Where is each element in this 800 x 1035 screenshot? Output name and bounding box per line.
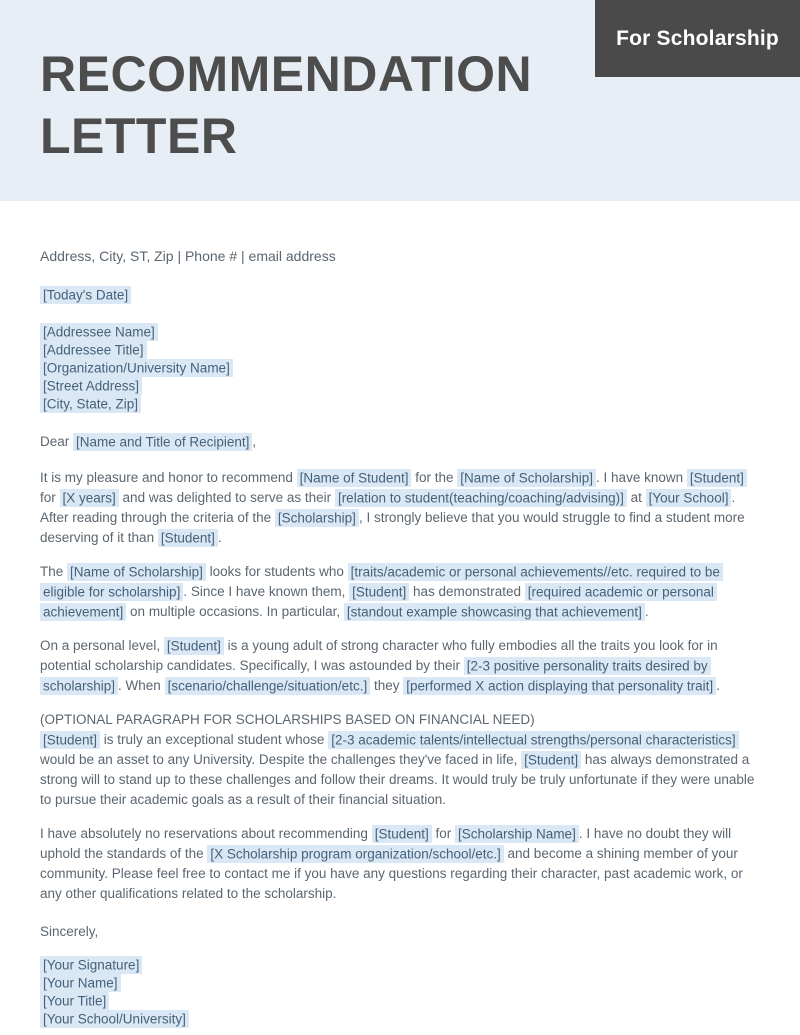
letter-text: and was delighted to serve as their — [118, 490, 335, 505]
placeholder-field[interactable]: [scenario/challenge/situation/etc.] — [165, 677, 371, 695]
placeholder-field[interactable]: [Name of Scholarship] — [67, 563, 206, 581]
letter-text: , I strongly believe that you would struggle to find a student more deserving of it than — [40, 510, 745, 545]
letter-text: for the — [411, 470, 458, 485]
letter-text: . I have no doubt they will uphold the standards of the — [40, 826, 732, 861]
letter-text: , — [252, 434, 257, 449]
optional-paragraph-body — [40, 731, 754, 808]
letter-text: at — [626, 490, 646, 505]
letter-text: . — [217, 530, 222, 545]
letter-text: . After reading through the criteria of the — [40, 490, 736, 525]
badge-label: For Scholarship — [616, 26, 779, 50]
letter-text: . When — [118, 678, 165, 693]
placeholder-field[interactable]: [Your Name] — [40, 974, 121, 992]
paragraph-introduction — [40, 468, 760, 548]
letter-text: On a personal level, — [40, 638, 164, 653]
placeholder-field[interactable]: [2-3 positive personality traits desired by scholarship] — [40, 657, 711, 695]
list-item — [40, 359, 760, 377]
letter-text: Dear — [40, 434, 74, 449]
placeholder-field[interactable]: [Scholarship Name] — [455, 825, 579, 843]
list-item — [40, 956, 760, 974]
letter-text: would be an asset to any University. Despite the challenges they've faced in life, — [40, 752, 522, 767]
placeholder-field[interactable]: [X years] — [60, 489, 119, 507]
closing-line: Sincerely, — [40, 924, 99, 939]
letter-text: for — [431, 826, 456, 841]
list-item — [40, 1010, 760, 1028]
letter-text: and become a shining member of your community. Please feel free to contact me if you have any questions regarding their character, past academic work, or any other qualifications related to the scholarship. — [40, 846, 743, 901]
salutation-line — [40, 432, 760, 452]
placeholder-field[interactable]: [relation to student(teaching/coaching/advising)] — [335, 489, 627, 507]
list-item — [40, 377, 760, 395]
addressee-block — [40, 323, 760, 413]
title-line-1: RECOMMENDATION — [40, 46, 533, 102]
placeholder-field[interactable]: [Name of Student] — [297, 469, 412, 487]
placeholder-field[interactable]: [2-3 academic talents/intellectual strengths/personal characteristics] — [328, 731, 738, 749]
scholarship-badge — [595, 0, 800, 77]
letter-text: is a young adult of strong character who fully embodies all the traits you look for in potential scholarship candidates. Specifically, I was astounded by their — [40, 638, 718, 673]
placeholder-field[interactable]: [Student] — [521, 751, 581, 769]
list-item — [40, 341, 760, 359]
letter-text: It is my pleasure and honor to recommend — [40, 470, 297, 485]
letter-text: for — [40, 490, 60, 505]
placeholder-field[interactable]: [Your School] — [646, 489, 732, 507]
placeholder-field[interactable]: [Street Address] — [40, 377, 142, 395]
list-item — [40, 992, 760, 1010]
letter-text: . I have known — [596, 470, 687, 485]
placeholder-field[interactable]: [X Scholarship program organization/school/etc.] — [207, 845, 503, 863]
placeholder-field[interactable]: [Student] — [164, 637, 224, 655]
letter-text: I have absolutely no reservations about recommending — [40, 826, 372, 841]
list-item — [40, 974, 760, 992]
letter-text: they — [370, 678, 404, 693]
paragraph-personal-character — [40, 636, 760, 696]
placeholder-field[interactable]: [Your Signature] — [40, 956, 142, 974]
letter-text: looks for students who — [205, 564, 348, 579]
placeholder-field[interactable]: [Student] — [349, 583, 409, 601]
signature-block — [40, 956, 760, 1028]
placeholder-field[interactable]: [Organization/University Name] — [40, 359, 233, 377]
placeholder-field[interactable]: [Student] — [372, 825, 432, 843]
letter-text: has always demonstrated a strong will to stand up to these challenges and follow their dreams. It would truly be truly unfortunate if they were unable to pursue their academic goals as a result of their financial situation. — [40, 752, 755, 807]
letter-text: on multiple occasions. In particular, — [126, 604, 344, 619]
placeholder-field[interactable]: [City, State, Zip] — [40, 395, 141, 413]
letter-body — [0, 201, 800, 1028]
letter-text: . Since I have known them, — [183, 584, 350, 599]
list-item — [40, 395, 760, 413]
placeholder-field[interactable]: [traits/academic or personal achievements//etc. required to be eligible for scholarship] — [40, 563, 723, 601]
placeholder-field[interactable]: [Today's Date] — [40, 286, 131, 304]
placeholder-field[interactable]: [Addressee Name] — [40, 323, 158, 341]
paragraph-financial-need — [40, 710, 760, 810]
placeholder-field[interactable]: [required academic or personal achievement] — [40, 583, 717, 621]
contact-info-line: Address, City, ST, Zip | Phone # | email address — [40, 248, 336, 264]
letter-text: . — [716, 678, 720, 693]
title-line-2: LETTER — [40, 108, 238, 164]
placeholder-field[interactable]: [standout example showcasing that achievement] — [344, 603, 645, 621]
placeholder-field[interactable]: [Student] — [158, 529, 218, 547]
header-band — [0, 0, 800, 201]
paragraph-conclusion — [40, 824, 760, 904]
placeholder-field[interactable]: [Name of Scholarship] — [457, 469, 596, 487]
letter-text: is truly an exceptional student whose — [100, 732, 329, 747]
letter-text: has demonstrated — [409, 584, 525, 599]
placeholder-field[interactable]: [Student] — [687, 469, 747, 487]
paragraph-qualifications — [40, 562, 760, 622]
optional-paragraph-heading: (OPTIONAL PARAGRAPH FOR SCHOLARSHIPS BASED ON FINANCIAL NEED) — [40, 712, 535, 727]
placeholder-field[interactable]: [Scholarship] — [275, 509, 359, 527]
placeholder-field[interactable]: [Addressee Title] — [40, 341, 147, 359]
list-item — [40, 323, 760, 341]
letter-text: . — [644, 604, 649, 619]
placeholder-field[interactable]: [Your Title] — [40, 992, 109, 1010]
placeholder-field[interactable]: [Student] — [40, 731, 100, 749]
placeholder-field[interactable]: [performed X action displaying that personality trait] — [403, 677, 716, 695]
placeholder-field[interactable]: [Name and Title of Recipient] — [73, 433, 252, 451]
placeholder-field[interactable]: [Your School/University] — [40, 1010, 189, 1028]
date-line — [40, 286, 760, 304]
letter-text: The — [40, 564, 68, 579]
